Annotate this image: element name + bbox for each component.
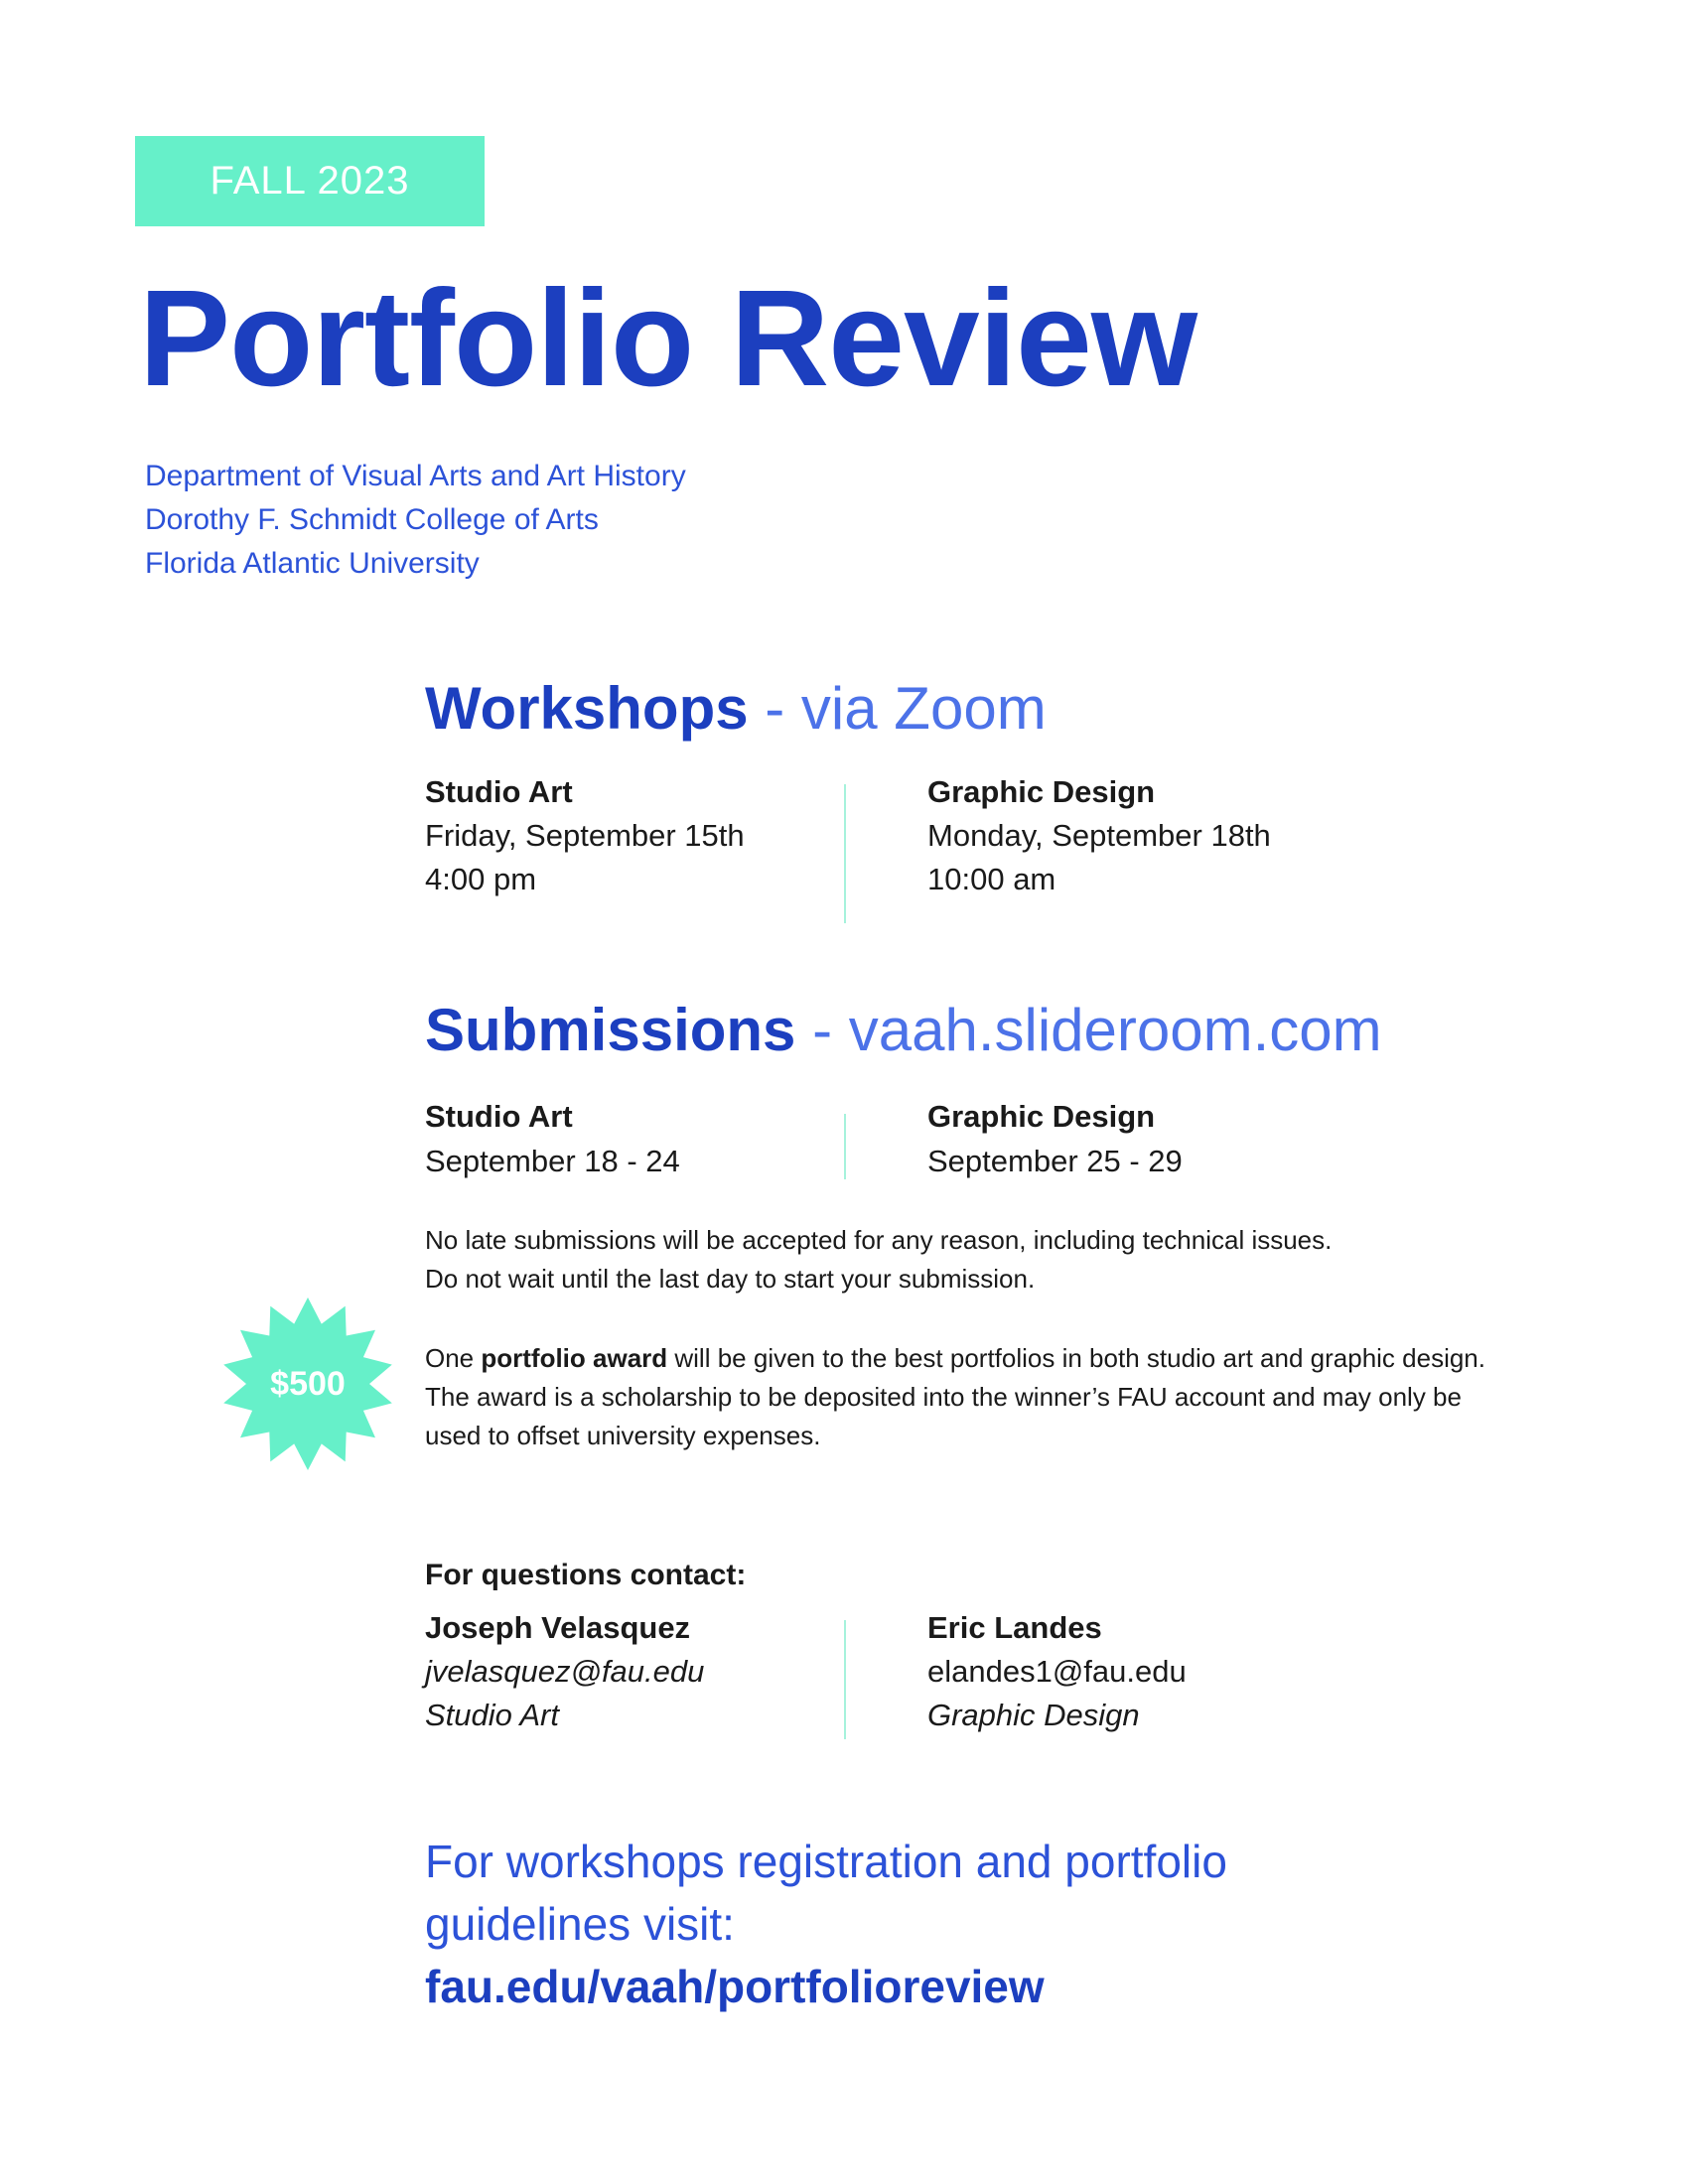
submissions-divider xyxy=(844,1114,846,1179)
contact-2-area: Graphic Design xyxy=(927,1698,1140,1732)
award-text-before: One xyxy=(425,1343,482,1373)
workshop-studio-art-date: Friday, September 15th xyxy=(425,818,745,853)
department-name: Department of Visual Arts and Art History xyxy=(145,460,686,492)
workshop-graphic-design-time: 10:00 am xyxy=(927,862,1056,896)
award-text-bold: portfolio award xyxy=(481,1343,668,1373)
submissions-heading-light: - vaah.slideroom.com xyxy=(795,997,1382,1063)
workshops-divider xyxy=(844,784,846,923)
workshop-graphic-design-label: Graphic Design xyxy=(927,774,1156,809)
contact-1-name: Joseph Velasquez xyxy=(425,1610,691,1645)
contact-1-area: Studio Art xyxy=(425,1698,559,1732)
season-badge xyxy=(135,136,485,226)
submission-studio-art-label: Studio Art xyxy=(425,1099,573,1134)
footer-line-1: For workshops registration and portfolio xyxy=(425,1836,1227,1887)
university-name: Florida Atlantic University xyxy=(145,547,480,580)
workshops-heading-strong: Workshops xyxy=(425,675,749,742)
submission-studio-art-dates: September 18 - 24 xyxy=(425,1144,680,1178)
page-title: Portfolio Review xyxy=(139,262,1197,415)
workshop-studio-art-label: Studio Art xyxy=(425,774,573,809)
award-text-after: will be given to the best portfolios in both studio art and graphic design. The award is a scholarship to be deposited into the winner’s FAU account and may only be used to offset university expenses. xyxy=(425,1343,1485,1450)
workshops-heading xyxy=(425,675,1047,742)
college-name: Dorothy F. Schmidt College of Arts xyxy=(145,503,599,536)
season-badge-text: FALL 2023 xyxy=(210,159,410,203)
late-submission-notice xyxy=(425,1221,1497,1298)
award-description xyxy=(425,1339,1487,1455)
award-amount: $500 xyxy=(270,1364,346,1403)
footer-line-2: guidelines visit: xyxy=(425,1898,735,1950)
contacts-heading: For questions contact: xyxy=(425,1559,747,1591)
contact-2-email[interactable]: elandes1@fau.edu xyxy=(927,1654,1187,1689)
contact-1-email[interactable]: jvelasquez@fau.edu xyxy=(425,1654,705,1689)
footer-url-link[interactable]: fau.edu/vaah/portfolioreview xyxy=(425,1961,1045,2012)
workshops-heading-light: - via Zoom xyxy=(748,675,1047,742)
late-notice-line-1: No late submissions will be accepted for any reason, including technical issues. xyxy=(425,1225,1333,1255)
submissions-heading xyxy=(425,997,1382,1063)
contact-2-name: Eric Landes xyxy=(927,1610,1102,1645)
submission-graphic-design-label: Graphic Design xyxy=(927,1099,1156,1134)
late-notice-line-2: Do not wait until the last day to start your submission. xyxy=(425,1264,1036,1294)
workshop-studio-art-time: 4:00 pm xyxy=(425,862,537,896)
submission-graphic-design-dates: September 25 - 29 xyxy=(927,1144,1183,1178)
workshop-graphic-design-date: Monday, September 18th xyxy=(927,818,1271,853)
contacts-divider xyxy=(844,1620,846,1739)
submissions-heading-strong: Submissions xyxy=(425,997,796,1063)
